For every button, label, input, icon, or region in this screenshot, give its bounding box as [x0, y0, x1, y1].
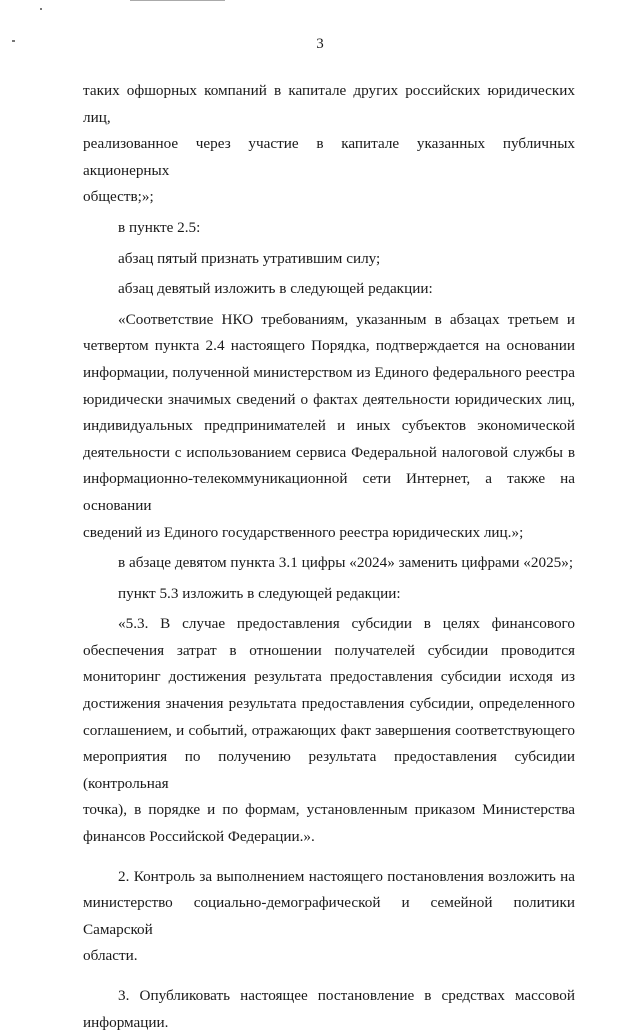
text-line: 2. Контроль за выполнением настоящего постановления возложить на — [118, 867, 575, 885]
text-line: информационно-телекоммуникационной сети Интернет, а также на основании — [83, 470, 575, 514]
text-line: абзац девятый изложить в следующей редакции: — [118, 280, 433, 298]
document-body — [83, 78, 575, 1036]
paragraph-clause-2-5 — [83, 215, 575, 242]
paragraph-item-3-publish — [83, 983, 575, 1036]
text-line: министерство социально-демографической и семейной политики Самарской — [83, 894, 575, 938]
text-line: пункт 5.3 изложить в следующей редакции: — [118, 584, 401, 602]
text-line: индивидуальных предпринимателей и иных субъектов экономической — [83, 417, 575, 435]
text-line: 3. Опубликовать настоящее постановление в средствах массовой — [118, 987, 575, 1004]
text-line: соглашением, и событий, отражающих факт завершения соответствующего — [83, 721, 575, 739]
paragraph-item-2-control — [83, 864, 575, 970]
text-line: мониторинг достижения результата предоставления субсидии исходя из — [83, 668, 575, 686]
text-line: таких офшорных компаний в капитале других российских юридических лиц, — [83, 82, 575, 126]
paragraph-clause-3-1 — [83, 550, 575, 577]
text-line: информации, полученной министерством из Единого федерального реестра — [83, 363, 575, 381]
text-line: достижения значения результата предоставления субсидии, определенного — [83, 695, 575, 713]
text-line: абзац пятый признать утратившим силу; — [118, 249, 381, 267]
text-line: обществ;»; — [83, 188, 154, 206]
paragraph-clause-5-3-intro — [83, 581, 575, 608]
text-line: четвертом пункта 2.4 настоящего Порядка, подтверждается на основании — [83, 337, 575, 355]
text-line: финансов Российской Федерации.». — [83, 828, 315, 846]
text-line: деятельности с использованием сервиса Федеральной налоговой службы в — [83, 443, 575, 461]
paragraph-clause-5-3-text — [83, 611, 575, 850]
text-line: «Соответствие НКО требованиям, указанным в абзацах третьем и — [118, 310, 575, 328]
text-line: точка), в порядке и по формам, установленным приказом Министерства — [83, 801, 575, 819]
paragraph-fifth-invalid — [83, 246, 575, 273]
paragraph-continuation — [83, 78, 575, 211]
text-line: области. — [83, 947, 138, 965]
page-number: 3 — [316, 36, 324, 52]
text-line: в пункте 2.5: — [118, 218, 201, 236]
text-line: мероприятия по получению результата предоставления субсидии (контрольная — [83, 748, 575, 792]
text-line: юридически значимых сведений о фактах деятельности юридических лиц, — [83, 390, 575, 408]
text-line: информации. — [83, 1013, 169, 1031]
text-line: сведений из Единого государственного реестра юридических лиц.»; — [83, 523, 524, 541]
text-line: реализованное через участие в капитале указанных публичных акционерных — [83, 135, 575, 179]
paragraph-nko-compliance — [83, 307, 575, 546]
text-line: обеспечения затрат в отношении получателей субсидии проводится — [83, 641, 575, 659]
text-line: в абзаце девятом пункта 3.1 цифры «2024» заменить цифрами «2025»; — [118, 554, 574, 572]
paragraph-ninth-new-edition — [83, 276, 575, 303]
scan-artifact — [130, 0, 225, 1]
text-line: «5.3. В случае предоставления субсидии в целях финансового — [118, 615, 575, 633]
scan-artifact — [40, 8, 42, 10]
